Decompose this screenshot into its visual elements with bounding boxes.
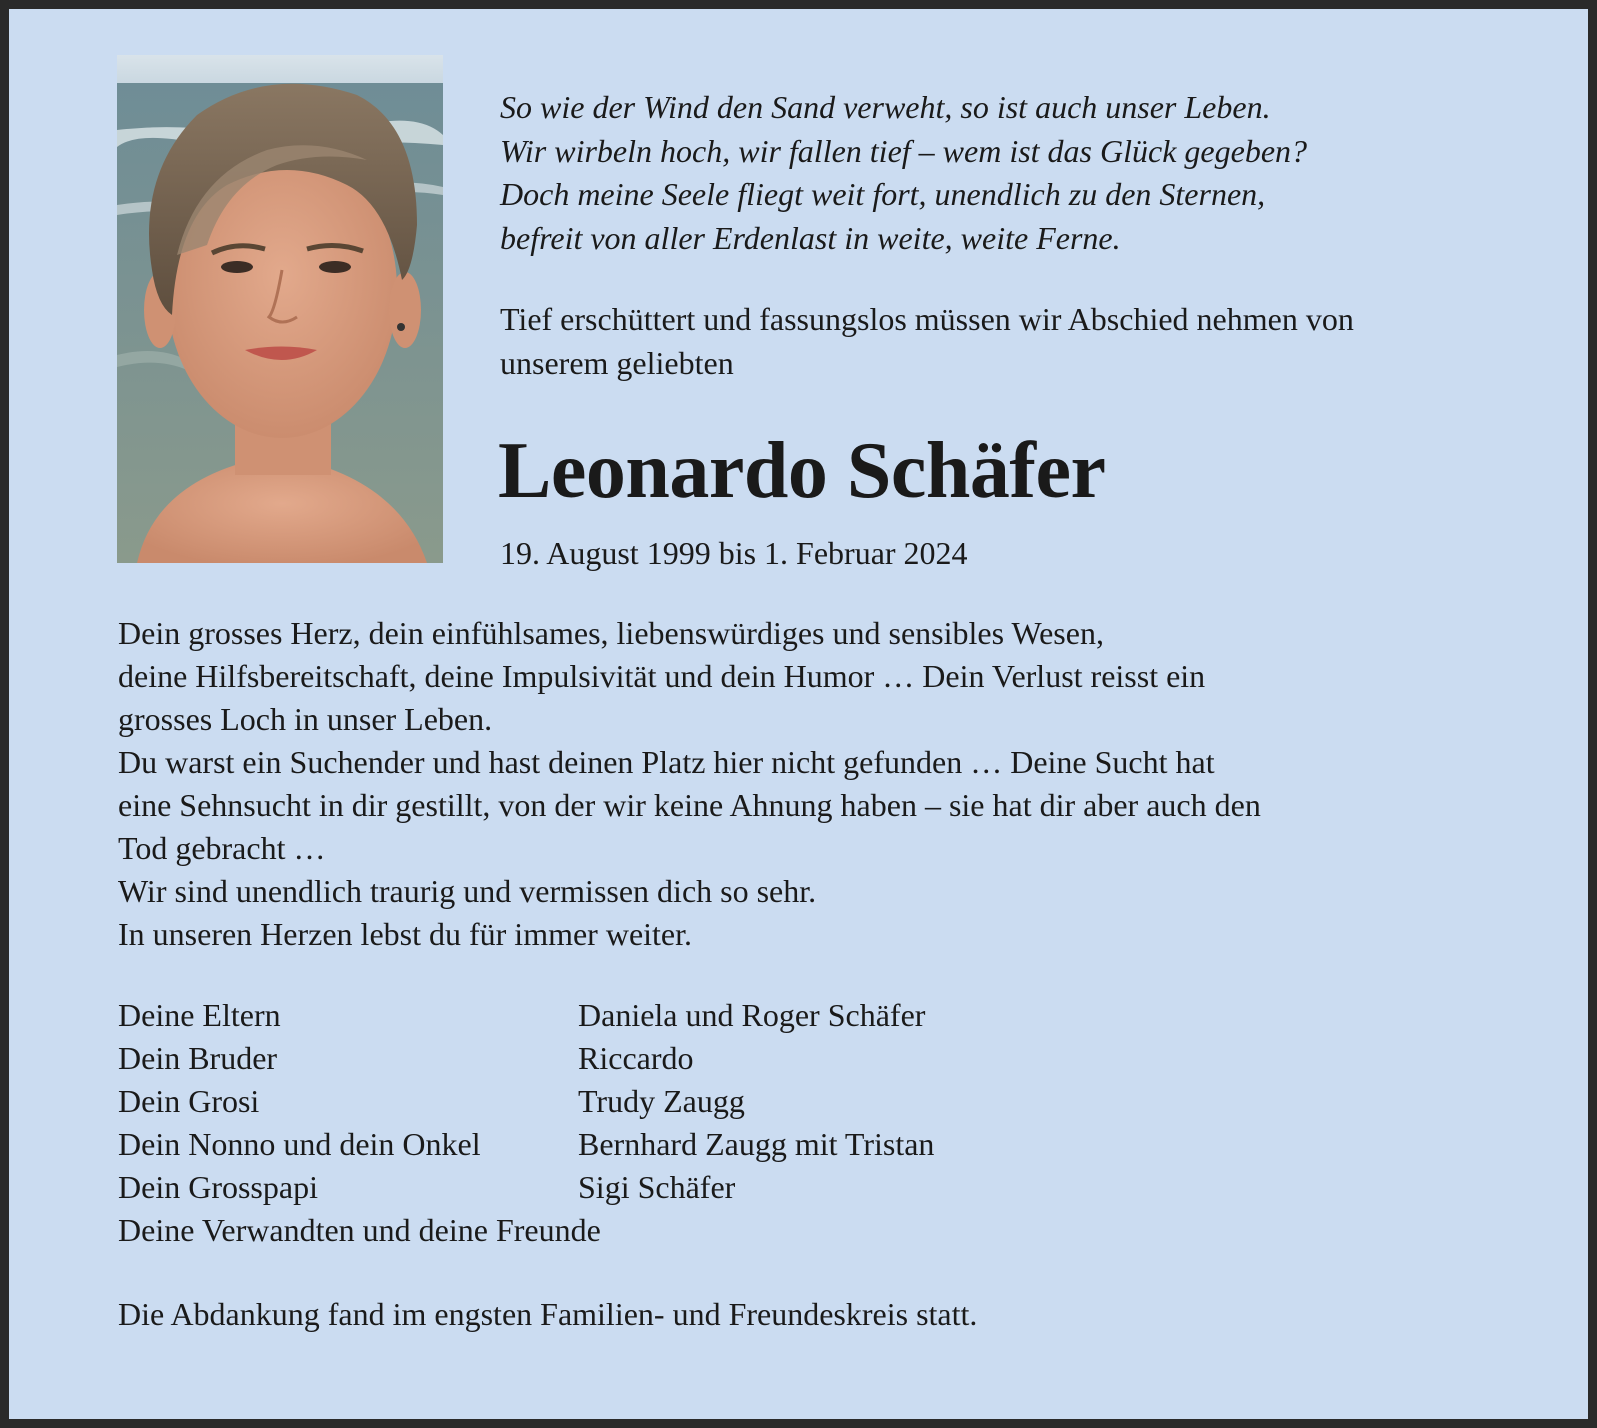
poem-line: Wir wirbeln hoch, wir fallen tief – wem ist das Glück gegeben?: [500, 132, 1308, 169]
poem-verse: [500, 86, 1307, 260]
tribute-line: Du warst ein Suchender und hast deinen Platz hier nicht gefunden … Deine Sucht hat: [118, 744, 1215, 780]
mourner-relation: Deine Verwandten und deine Freunde: [118, 1212, 601, 1248]
poem-line: So wie der Wind den Sand verweht, so ist auch unser Leben.: [500, 89, 1271, 125]
intro-line: unserem geliebten: [500, 344, 734, 381]
mourner-names: Daniela und Roger Schäfer: [578, 997, 926, 1033]
portrait-illustration: [117, 55, 443, 563]
mourner-relation: Dein Grosspapi: [118, 1169, 318, 1205]
deceased-name: Leonardo Schäfer: [498, 427, 1106, 515]
mourner-relation: Deine Eltern: [118, 997, 281, 1033]
intro-line: Tief erschüttert und fassungslos müssen wir Abschied nehmen von: [500, 301, 1354, 337]
portrait-photo: [117, 55, 443, 563]
mourner-names: Sigi Schäfer: [578, 1169, 736, 1205]
poem-line: befreit von aller Erdenlast in weite, weite Ferne.: [500, 219, 1121, 256]
tribute-line: Tod gebracht …: [118, 830, 326, 866]
funeral-notice: Die Abdankung fand im engsten Familien- und Freundeskreis statt.: [118, 1296, 978, 1332]
obituary-card: [9, 9, 1588, 1419]
mourner-names: Trudy Zaugg: [578, 1083, 745, 1119]
poem-line: Doch meine Seele fliegt weit fort, unendlich zu den Sternen,: [500, 176, 1266, 212]
mourner-names: Riccardo: [578, 1040, 694, 1076]
mourner-relation: Dein Nonno und dein Onkel: [118, 1126, 481, 1162]
announcement-intro: [500, 298, 1500, 385]
tribute-line: eine Sehnsucht in dir gestillt, von der wir keine Ahnung haben – sie hat dir aber auch den: [118, 787, 1261, 823]
mourner-names: Bernhard Zaugg mit Tristan: [578, 1126, 935, 1162]
tribute-line: Wir sind unendlich traurig und vermissen dich so sehr.: [118, 873, 817, 909]
tribute-text: [118, 612, 1261, 956]
mourner-relation: Dein Bruder: [118, 1040, 278, 1076]
life-dates: 19. August 1999 bis 1. Februar 2024: [500, 535, 968, 571]
mourner-relation: Dein Grosi: [118, 1083, 260, 1119]
tribute-line: deine Hilfsbereitschaft, deine Impulsivität und dein Humor … Dein Verlust reisst ein: [118, 658, 1206, 694]
tribute-line: In unseren Herzen lebst du für immer weiter.: [118, 916, 693, 952]
tribute-line: grosses Loch in unser Leben.: [118, 701, 493, 737]
tribute-line: Dein grosses Herz, dein einfühlsames, liebenswürdiges und sensibles Wesen,: [118, 615, 1104, 651]
